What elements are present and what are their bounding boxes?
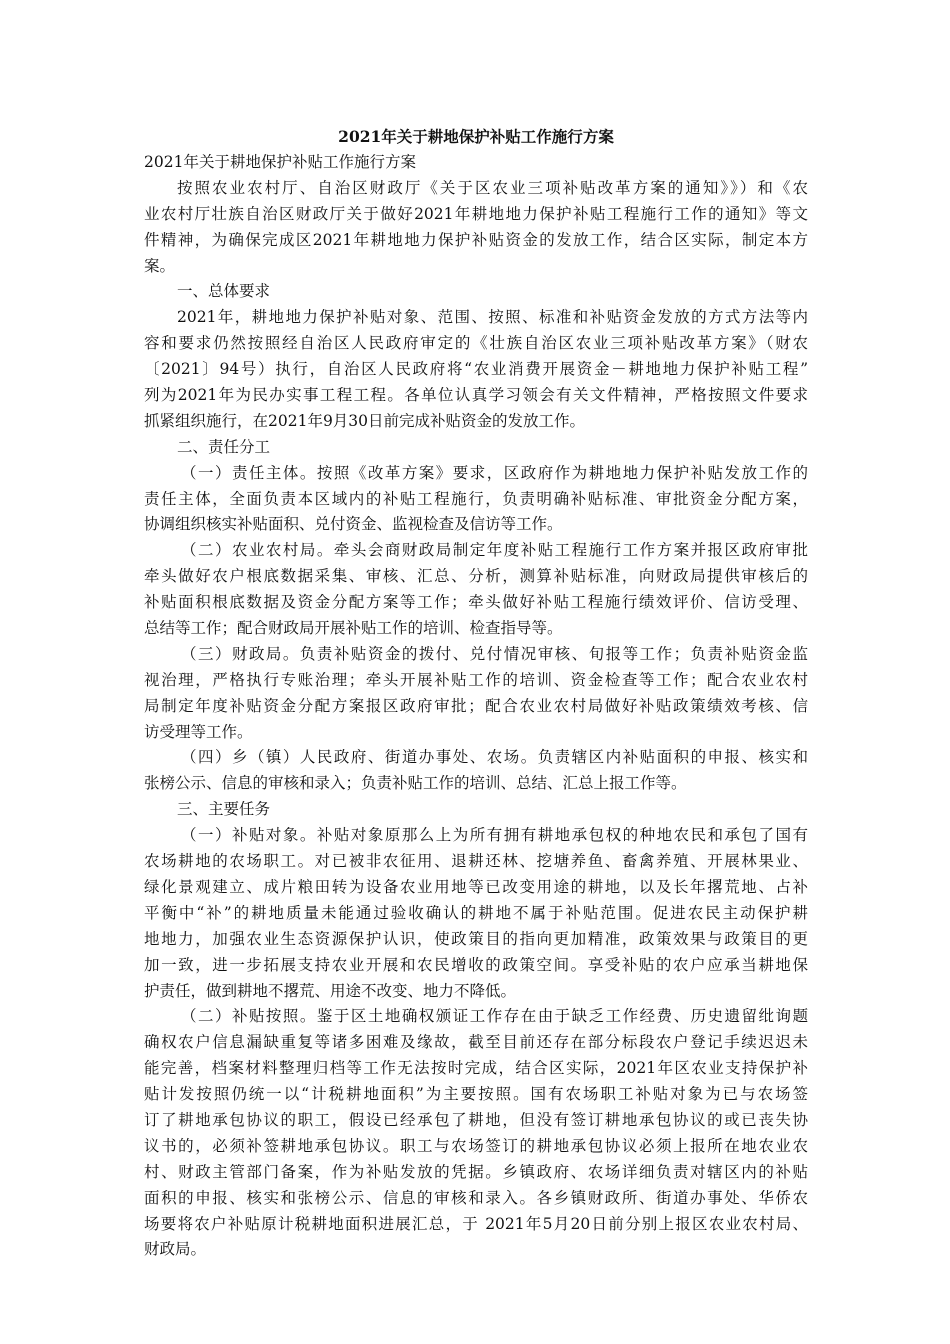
body-paragraph [144,176,808,280]
paragraph-line: 总结等工作；配合财政局开展补贴工作的培训、检查指导等。 [144,619,563,638]
paragraph-line: （一）责任主体。按照《改革方案》要求，区政府作为耕地地力保护补贴发放工作的 [181,463,808,482]
paragraph-line: （二）补贴按照。鉴于区土地确权颁证工作存在由于缺乏工作经费、历史遗留纰询题 [181,1007,808,1026]
paragraph-line: 容和要求仍然按照经自治区人民政府审定的《壮族自治区农业三项补贴改革方案》（财农 [144,334,808,353]
paragraph-line: 地地力，加强农业生态资源保护认识，使政策目的指向更加精准，政策效果与政策目的更 [144,929,808,948]
paragraph-line: 二、责任分工 [177,437,271,456]
paragraph-line: 能完善，档案材料整理归档等工作无法按时完成，结合区实际，2021年区农业支持保护补 [144,1059,808,1078]
paragraph-line: （四）乡（镇）人民政府、街道办事处、农场。负责辖区内补贴面积的申报、核实和 [181,748,808,767]
paragraph-line: 局制定年度补贴资金分配方案报区政府审批；配合农业农村局做好补贴政策绩效考核、信 [144,696,808,715]
paragraph-line: 财政局。 [144,1240,207,1259]
paragraph-line: 农场耕地的农场职工。对已被非农征用、退耕还林、挖塘养鱼、畜禽养殖、开展林果业、 [144,852,808,871]
paragraph-line: 平衡中“补”的耕地质量未能通过验收确认的耕地不属于补贴范围。促进农民主动保护耕 [144,903,808,922]
paragraph-line: 确权农户信息漏缺重复等诸多困难及缘故，截至目前还存在部分标段农户登记手续迟迟未 [144,1033,808,1052]
paragraph-line: 责任主体，全面负责本区域内的补贴工程施行，负责明确补贴标准、审批资金分配方案， [144,489,808,508]
paragraph-line: 视治理，严格执行专账治理；牵头开展补贴工作的培训、资金检查等工作；配合农业农村 [144,670,808,689]
paragraph-line: 贴计发按照仍统一以“计税耕地面积”为主要按照。国有农场职工补贴对象为已与农场签 [144,1085,808,1104]
paragraph-line: 护责任，做到耕地不撂荒、用途不改变、地力不降低。 [144,981,517,1000]
paragraph-line: 2021年，耕地地力保护补贴对象、范围、按照、标准和补贴资金发放的方式方法等内 [177,308,808,327]
section-heading [144,435,808,461]
paragraph-line: 件精神，为确保完成区2021年耕地地力保护补贴资金的发放工作，结合区实际，制定本方 [144,230,808,249]
body-paragraph [144,642,808,746]
paragraph-line: 村、财政主管部门备案，作为补贴发放的凭据。乡镇政府、农场详细负责对辖区内的补贴 [144,1162,808,1181]
paragraph-line: 列为2021年为民办实事工程工程。各单位认真学习领会有关文件精神，严格按照文件要求 [144,386,808,405]
paragraph-line: 议书的，必须补签耕地承包协议。职工与农场签订的耕地承包协议必须上报所在地农业农 [144,1136,808,1155]
body-paragraph [144,823,808,1004]
paragraph-line: 订了耕地承包协议的职工，假设已经承包了耕地，但没有签订耕地承包协议的或已丧失协 [144,1110,808,1129]
section-heading [144,797,808,823]
document-subtitle [144,150,808,176]
paragraph-line: 业农村厅壮族自治区财政厅关于做好2021年耕地地力保护补贴工程施行工作的通知》等文 [144,204,808,223]
body-paragraph [144,305,808,434]
document-body [144,176,808,1263]
paragraph-line: 案。 [144,256,176,275]
paragraph-line: 加一致，进一步拓展支持农业开展和农民增收的政策空间。享受补贴的农户应承当耕地保 [144,955,808,974]
paragraph-line: （一）补贴对象。补贴对象原那么上为所有拥有耕地承包权的种地农民和承包了国有 [181,826,808,845]
paragraph-line: （三）财政局。负责补贴资金的拨付、兑付情况审核、旬报等工作；负责补贴资金监 [181,644,808,663]
section-heading [144,279,808,305]
paragraph-line: 三、主要任务 [177,800,271,819]
paragraph-line: 〔2021〕94号）执行，自治区人民政府将“农业消费开展资金－耕地地力保护补贴工程” [144,360,808,379]
paragraph-line: 绿化景观建立、成片粮田转为设备农业用地等已改变用途的耕地，以及长年撂荒地、占补 [144,877,808,896]
document-title: 2021年关于耕地保护补贴工作施行方案 [338,127,614,146]
paragraph-line: 补贴面积根底数据及资金分配方案等工作；牵头做好补贴工程施行绩效评价、信访受理、 [144,593,808,612]
document-page [144,124,808,1263]
subtitle-line: 2021年关于耕地保护补贴工作施行方案 [144,153,416,171]
paragraph-line: 场要将农户补贴原计税耕地面积进展汇总，于 2021年5月20日前分别上报区农业农村局、 [144,1214,808,1233]
body-paragraph [144,461,808,539]
paragraph-line: （二）农业农村局。牵头会商财政局制定年度补贴工程施行工作方案并报区政府审批 [181,541,808,560]
body-paragraph [144,745,808,797]
paragraph-line: 牵头做好农户根底数据采集、审核、汇总、分析，测算补贴标准，向财政局提供审核后的 [144,567,808,586]
paragraph-line: 一、总体要求 [177,282,271,301]
paragraph-line: 抓紧组织施行，在2021年9月30日前完成补贴资金的发放工作。 [144,411,586,430]
paragraph-line: 面积的申报、核实和张榜公示、信息的审核和录入。各乡镇财政所、街道办事处、华侨农 [144,1188,808,1207]
paragraph-line: 协调组织核实补贴面积、兑付资金、监视检查及信访等工作。 [144,515,563,534]
paragraph-line: 访受理等工作。 [144,722,253,741]
paragraph-line: 按照农业农村厅、自治区财政厅《关于区农业三项补贴改革方案的通知》》）和《农 [177,178,808,197]
body-paragraph [144,538,808,642]
body-paragraph [144,1004,808,1263]
paragraph-line: 张榜公示、信息的审核和录入；负责补贴工作的培训、总结、汇总上报工作等。 [144,774,687,793]
